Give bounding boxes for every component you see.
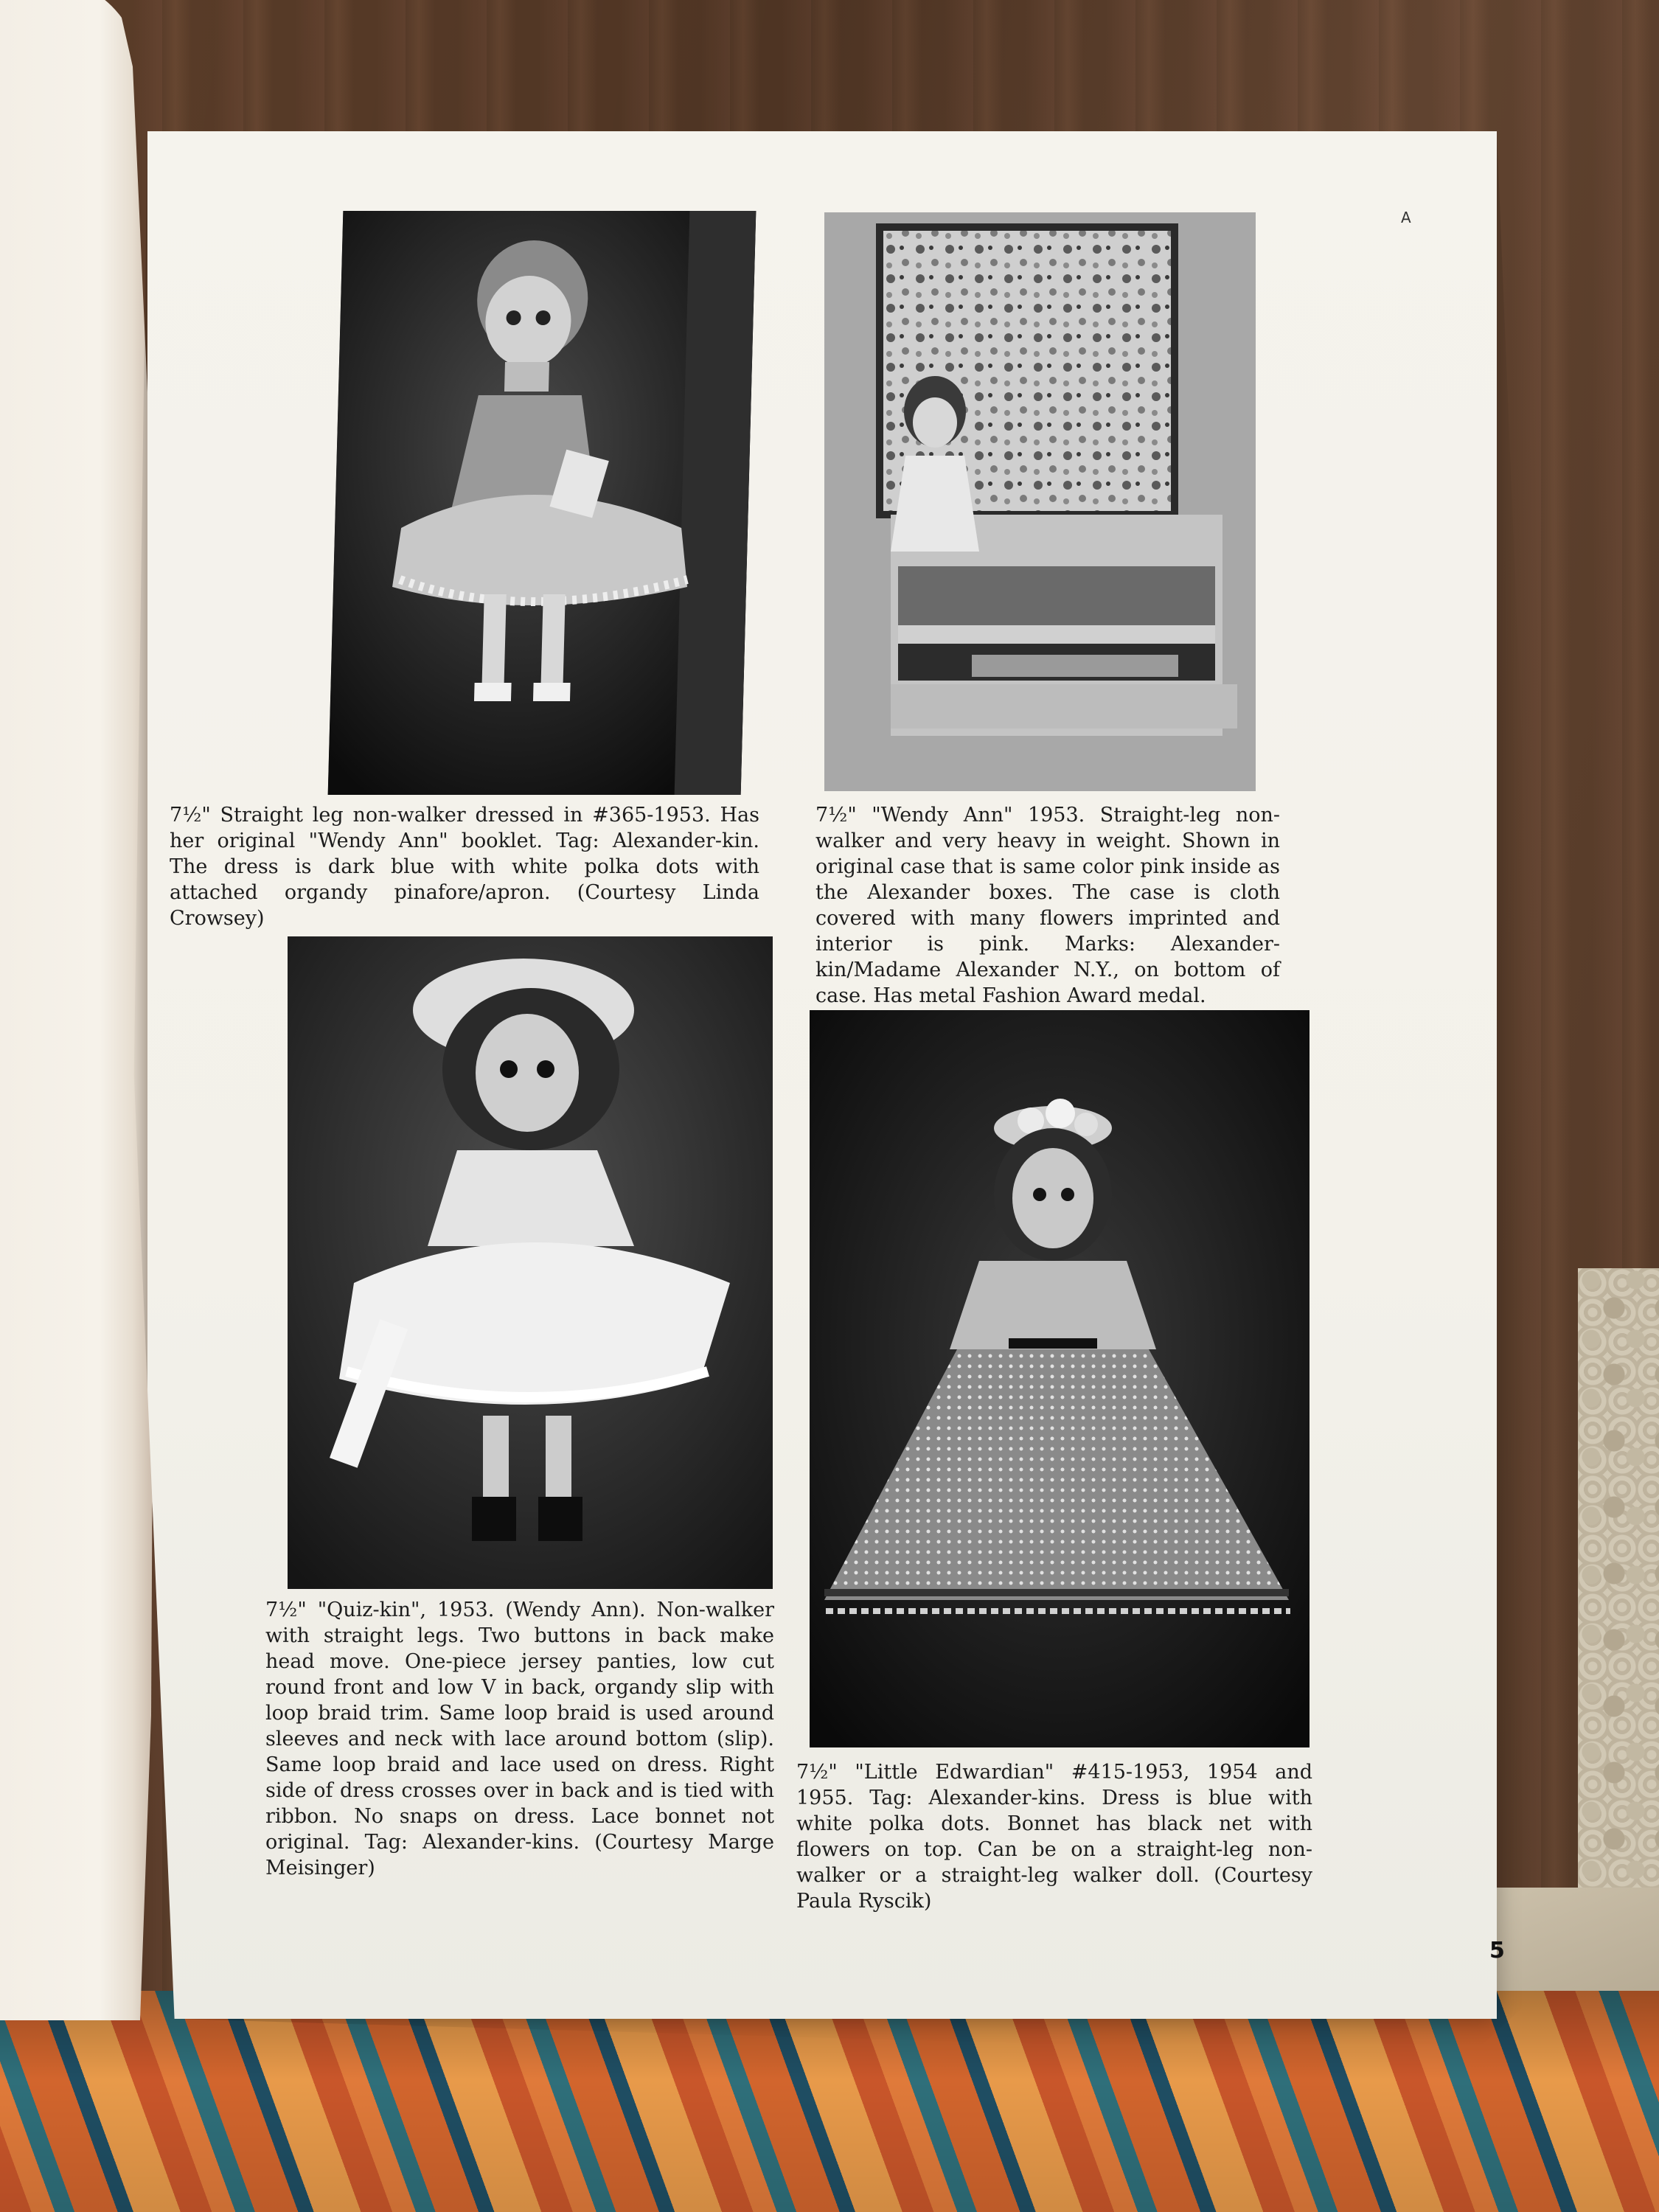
caption-photo-2: 7½" "Wendy Ann" 1953. Straight-leg non-walker and very heavy in weight. Shown in original case that is same color pink inside as the Alexander boxes. The case is cloth covered with many flowers imprinted and interior is pink. Marks: Alexander-kin/Madame Alexander N.Y., on bottom of case. Has metal Fashion Award medal. bbox=[815, 804, 1280, 1007]
caption-photo-4: 7½" "Little Edwardian" #415-1953, 1954 and 1955. Tag: Alexander-kins. Dress is blue with white polka dots. Bonnet has black net with flowers on top. Can be on a straight-leg non-walker or a straight-leg walker doll. (Courtesy Paula Ryscik) bbox=[796, 1761, 1312, 1913]
doll-photo-2-image bbox=[824, 212, 1256, 791]
facing-page bbox=[0, 0, 155, 2020]
corner-mark: A bbox=[1401, 209, 1411, 226]
caption-photo-3: 7½" "Quiz-kin", 1953. (Wendy Ann). Non-walker with straight legs. Two buttons in back make head move. One-piece jersey panties, low cut round front and low V in back, organdy slip with loop braid trim. Same loop braid is used around sleeves and neck with lace around bottom (slip). Same loop braid and lace used on dress. Right side of dress crosses over in back and is tied with ribbon. No snaps on dress. Lace bonnet not original. Tag: Alexander-kins. (Courtesy Marge Meisinger) bbox=[265, 1599, 774, 1879]
caption-photo-1: 7½" Straight leg non-walker dressed in #365-1953. Has her original "Wendy Ann" booklet. Tag: Alexander-kin. The dress is dark blue with white polka dots with attached organdy pinafore/apron. (Courtesy Linda Crowsey) bbox=[170, 804, 759, 930]
photo-quiz-kin bbox=[288, 936, 773, 1589]
page-content bbox=[147, 131, 1534, 2004]
doll-photo-3-image bbox=[288, 936, 773, 1589]
doll-photo-1-image bbox=[328, 211, 757, 795]
photo-wendy-ann-case bbox=[824, 212, 1256, 791]
page-number: 5 bbox=[1489, 1938, 1505, 1964]
photo-little-edwardian bbox=[810, 1010, 1310, 1747]
doll-photo-4-image bbox=[810, 1010, 1310, 1747]
photo-wendy-ann-polka-dot bbox=[328, 211, 757, 795]
fabric-shadow bbox=[0, 1991, 1659, 2212]
